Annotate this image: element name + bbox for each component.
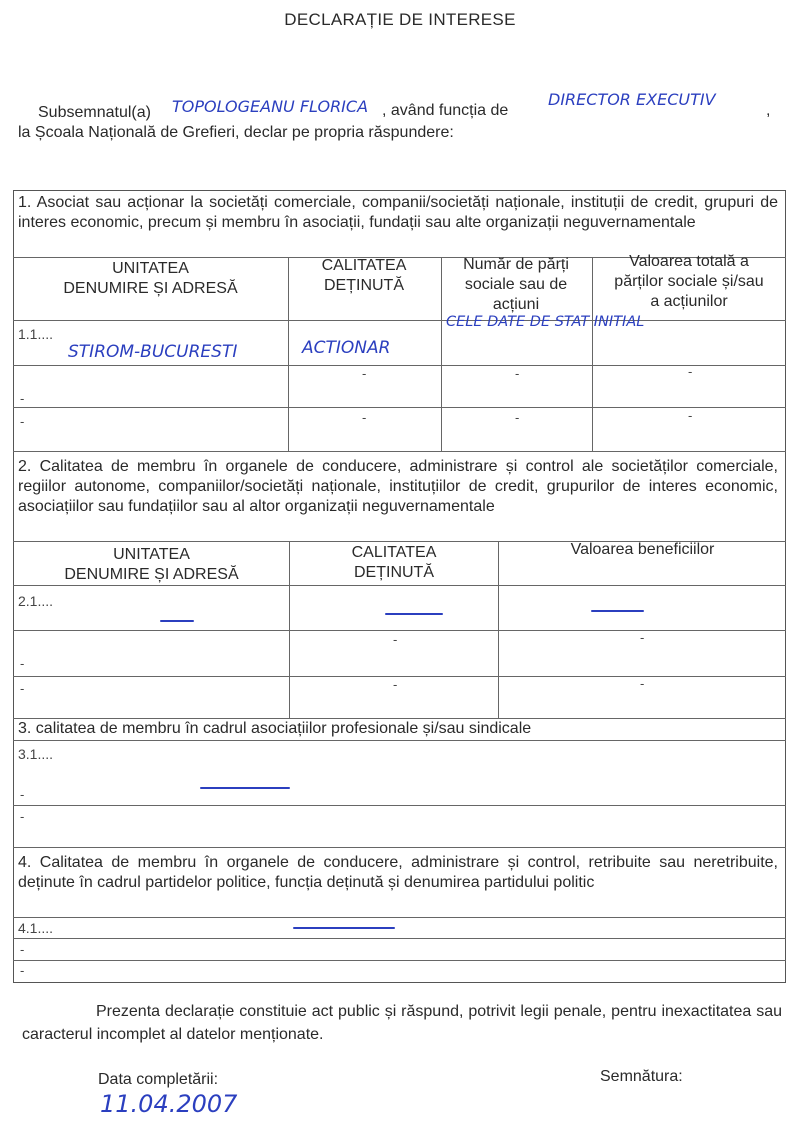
- s2-header-role: CALITATEA DEȚINUTĂ: [351, 544, 437, 581]
- blank-mark: -: [20, 391, 25, 406]
- s2-header-unit: UNITATEA DENUMIRE ȘI ADRESĂ: [64, 546, 239, 583]
- divider: [13, 676, 786, 677]
- blank-mark: -: [362, 410, 367, 425]
- section4-title: 4. Calitatea de membru în organele de conducere, administrare și control, retribuite sau neretribuite, deținute în cadrul partidelor politice, funcția deținută și denumirea partidului politic: [18, 854, 778, 891]
- divider: [13, 740, 786, 741]
- s3-row1-label: 3.1....: [18, 746, 54, 762]
- s1-row1-label: 1.1....: [18, 326, 54, 342]
- intro-prefix: Subsemnatul(a): [38, 104, 151, 121]
- handwritten-dash: [200, 787, 290, 789]
- blank-mark: -: [20, 681, 25, 696]
- blank-mark: -: [515, 410, 520, 425]
- signature-label: Semnătura:: [600, 1068, 683, 1085]
- declarant-name[interactable]: TOPOLOGEANU FLORICA: [172, 97, 369, 116]
- divider: [498, 541, 499, 718]
- s1-header-unit: UNITATEA DENUMIRE ȘI ADRESĂ: [63, 260, 238, 297]
- divider: [288, 257, 289, 451]
- blank-mark: -: [20, 787, 25, 802]
- s1-header-role: CALITATEA DEȚINUTĂ: [321, 257, 407, 294]
- divider: [441, 257, 442, 451]
- section2-title: 2. Calitatea de membru în organele de conducere, administrare și control ale societăților comerciale, regiilor autonome, companiilor/societăți naționale, instituțiilor de credit, grupurilor de interes economic, asociațiilor sau fundațiilor sau al altor organizații neguvernamentale: [18, 458, 778, 515]
- blank-mark: -: [20, 809, 25, 824]
- blank-mark: -: [640, 630, 645, 645]
- s2-header-benefits: Valoarea beneficiilor: [570, 541, 715, 558]
- date-value[interactable]: 11.04.2007: [100, 1090, 238, 1118]
- blank-mark: -: [20, 963, 25, 978]
- divider: [13, 585, 786, 586]
- divider: [13, 847, 786, 848]
- s2-row1-label: 2.1....: [18, 593, 54, 609]
- blank-mark: -: [20, 414, 25, 429]
- blank-mark: -: [393, 632, 398, 647]
- s1-header-value: Valoarea totală a părților sociale și/sau a acțiunilor: [614, 253, 764, 310]
- divider: [13, 451, 786, 452]
- s1-role-value[interactable]: ACTIONAR: [302, 338, 391, 358]
- s1-shares-value[interactable]: CELE DATE DE STAT INITIAL: [446, 314, 645, 330]
- s1-header-shares: Număr de părți sociale sau de acțiuni: [463, 256, 569, 313]
- blank-mark: -: [688, 364, 693, 379]
- divider: [289, 541, 290, 718]
- divider: [13, 960, 786, 961]
- handwritten-dash: [385, 613, 443, 615]
- blank-mark: -: [393, 677, 398, 692]
- divider: [13, 917, 786, 918]
- signature-area[interactable]: [590, 1088, 780, 1138]
- divider: [13, 407, 786, 408]
- divider: [13, 630, 786, 631]
- divider: [13, 938, 786, 939]
- declarant-function[interactable]: DIRECTOR EXECUTIV: [548, 90, 716, 109]
- document-title: DECLARAȚIE DE INTERESE: [284, 10, 516, 29]
- blank-mark: -: [20, 942, 25, 957]
- divider: [13, 365, 786, 366]
- s4-row1-label: 4.1....: [18, 920, 54, 936]
- section3-title: 3. calitatea de membru în cadrul asociațiilor profesionale și/sau sindicale: [18, 720, 532, 737]
- divider: [592, 257, 593, 451]
- blank-mark: -: [640, 676, 645, 691]
- s1-unit-value[interactable]: STIROM-BUCURESTI: [68, 342, 238, 362]
- divider: [13, 805, 786, 806]
- intro-suffix: ,: [766, 102, 771, 119]
- divider: [13, 320, 786, 321]
- handwritten-dash: [591, 610, 644, 612]
- handwritten-dash: [160, 620, 194, 622]
- blank-mark: -: [515, 366, 520, 381]
- section1-title: 1. Asociat sau acționar la societăți comerciale, companii/societăți naționale, instituții de credit, grupuri de interes economic, precum și membru în asociații, fundații sau alte organizații neguvernamentale: [18, 194, 778, 231]
- date-label: Data completării:: [98, 1071, 219, 1088]
- blank-mark: -: [688, 408, 693, 423]
- handwritten-dash: [293, 927, 395, 929]
- intro-mid: , având funcția de: [382, 102, 509, 119]
- intro-line2: la Școala Națională de Grefieri, declar pe propria răspundere:: [18, 124, 454, 141]
- legal-statement: Prezenta declarație constituie act public și răspund, potrivit legii penale, pentru inexactitatea sau caracterul incomplet al datelor menționate.: [22, 1003, 782, 1043]
- blank-mark: -: [20, 656, 25, 671]
- blank-mark: -: [362, 366, 367, 381]
